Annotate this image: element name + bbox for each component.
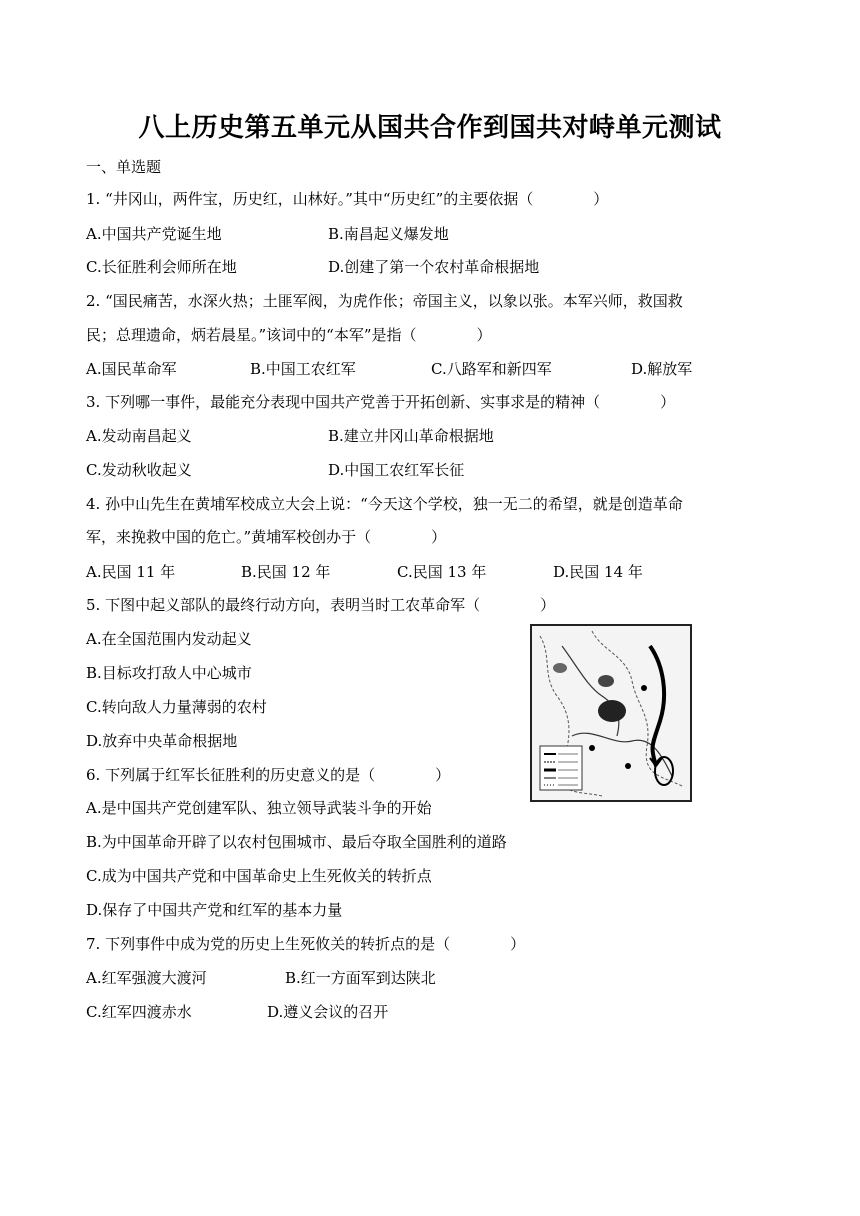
q3-option-c: C.发动秋收起义: [86, 461, 192, 479]
q5-option-a: A.在全国范围内发动起义: [86, 630, 252, 648]
q7-option-a: A.红军强渡大渡河: [86, 969, 207, 987]
map-figure-graphic: [532, 626, 690, 800]
page-title: 八上历史第五单元从国共合作到国共对峙单元测试: [138, 113, 722, 143]
question-6-stem: 6. 下列属于红军长征胜利的历史意义的是（ ）: [86, 766, 451, 784]
q1-option-c: C.长征胜利会师所在地: [86, 258, 237, 276]
q1-option-d: D.创建了第一个农村革命根据地: [328, 258, 540, 276]
q6-option-b: B.为中国革命开辟了以农村包围城市、最后夺取全国胜利的道路: [86, 833, 507, 851]
q5-option-c: C.转向敌人力量薄弱的农村: [86, 698, 267, 716]
q4-option-a: A.民国 11 年: [86, 563, 176, 581]
q5-option-d: D.放弃中央革命根据地: [86, 732, 238, 750]
q1-option-a: A.中国共产党诞生地: [86, 225, 222, 243]
q2-option-a: A.国民革命军: [86, 360, 177, 378]
q6-option-c: C.成为中国共产党和中国革命史上生死攸关的转折点: [86, 867, 432, 885]
q6-option-a: A.是中国共产党创建军队、独立领导武装斗争的开始: [86, 799, 432, 817]
question-4-stem-line2: 军，来挽救中国的危亡。”黄埔军校创办于（ ）: [86, 528, 447, 546]
question-2-stem-line1: 2. “国民痛苦，水深火热；土匪军阀，为虎作伥；帝国主义，以象以张。本军兴师，救国救: [86, 292, 683, 310]
question-2-stem-line2: 民；总理遗命，炳若晨星。”该词中的“本军”是指（ ）: [86, 326, 492, 344]
q7-option-d: D.遵义会议的召开: [267, 1003, 389, 1021]
q7-option-c: C.红军四渡赤水: [86, 1003, 192, 1021]
q2-option-d: D.解放军: [631, 360, 693, 378]
uprising-route-map: [530, 624, 692, 802]
q3-option-b: B.建立井冈山革命根据地: [328, 427, 494, 445]
q1-option-b: B.南昌起义爆发地: [328, 225, 449, 243]
q4-option-d: D.民国 14 年: [553, 563, 643, 581]
q2-option-b: B.中国工农红军: [250, 360, 356, 378]
q7-option-b: B.红一方面军到达陕北: [285, 969, 436, 987]
q4-option-b: B.民国 12 年: [241, 563, 331, 581]
question-5-stem: 5. 下图中起义部队的最终行动方向，表明当时工农革命军（ ）: [86, 596, 556, 614]
question-1-stem: 1. “井冈山，两件宝，历史红，山林好。”其中“历史红”的主要依据（ ）: [86, 190, 609, 208]
question-7-stem: 7. 下列事件中成为党的历史上生死攸关的转折点的是（ ）: [86, 935, 526, 953]
q3-option-a: A.发动南昌起义: [86, 427, 192, 445]
q5-option-b: B.目标攻打敌人中心城市: [86, 664, 252, 682]
question-3-stem: 3. 下列哪一事件，最能充分表现中国共产党善于开拓创新、实事求是的精神（ ）: [86, 393, 676, 411]
q3-option-d: D.中国工农红军长征: [328, 461, 465, 479]
section-heading: 一、单选题: [86, 158, 162, 176]
q4-option-c: C.民国 13 年: [397, 563, 487, 581]
q2-option-c: C.八路军和新四军: [431, 360, 552, 378]
q6-option-d: D.保存了中国共产党和红军的基本力量: [86, 901, 343, 919]
question-4-stem-line1: 4. 孙中山先生在黄埔军校成立大会上说：“今天这个学校，独一无二的希望，就是创造革命: [86, 495, 683, 513]
